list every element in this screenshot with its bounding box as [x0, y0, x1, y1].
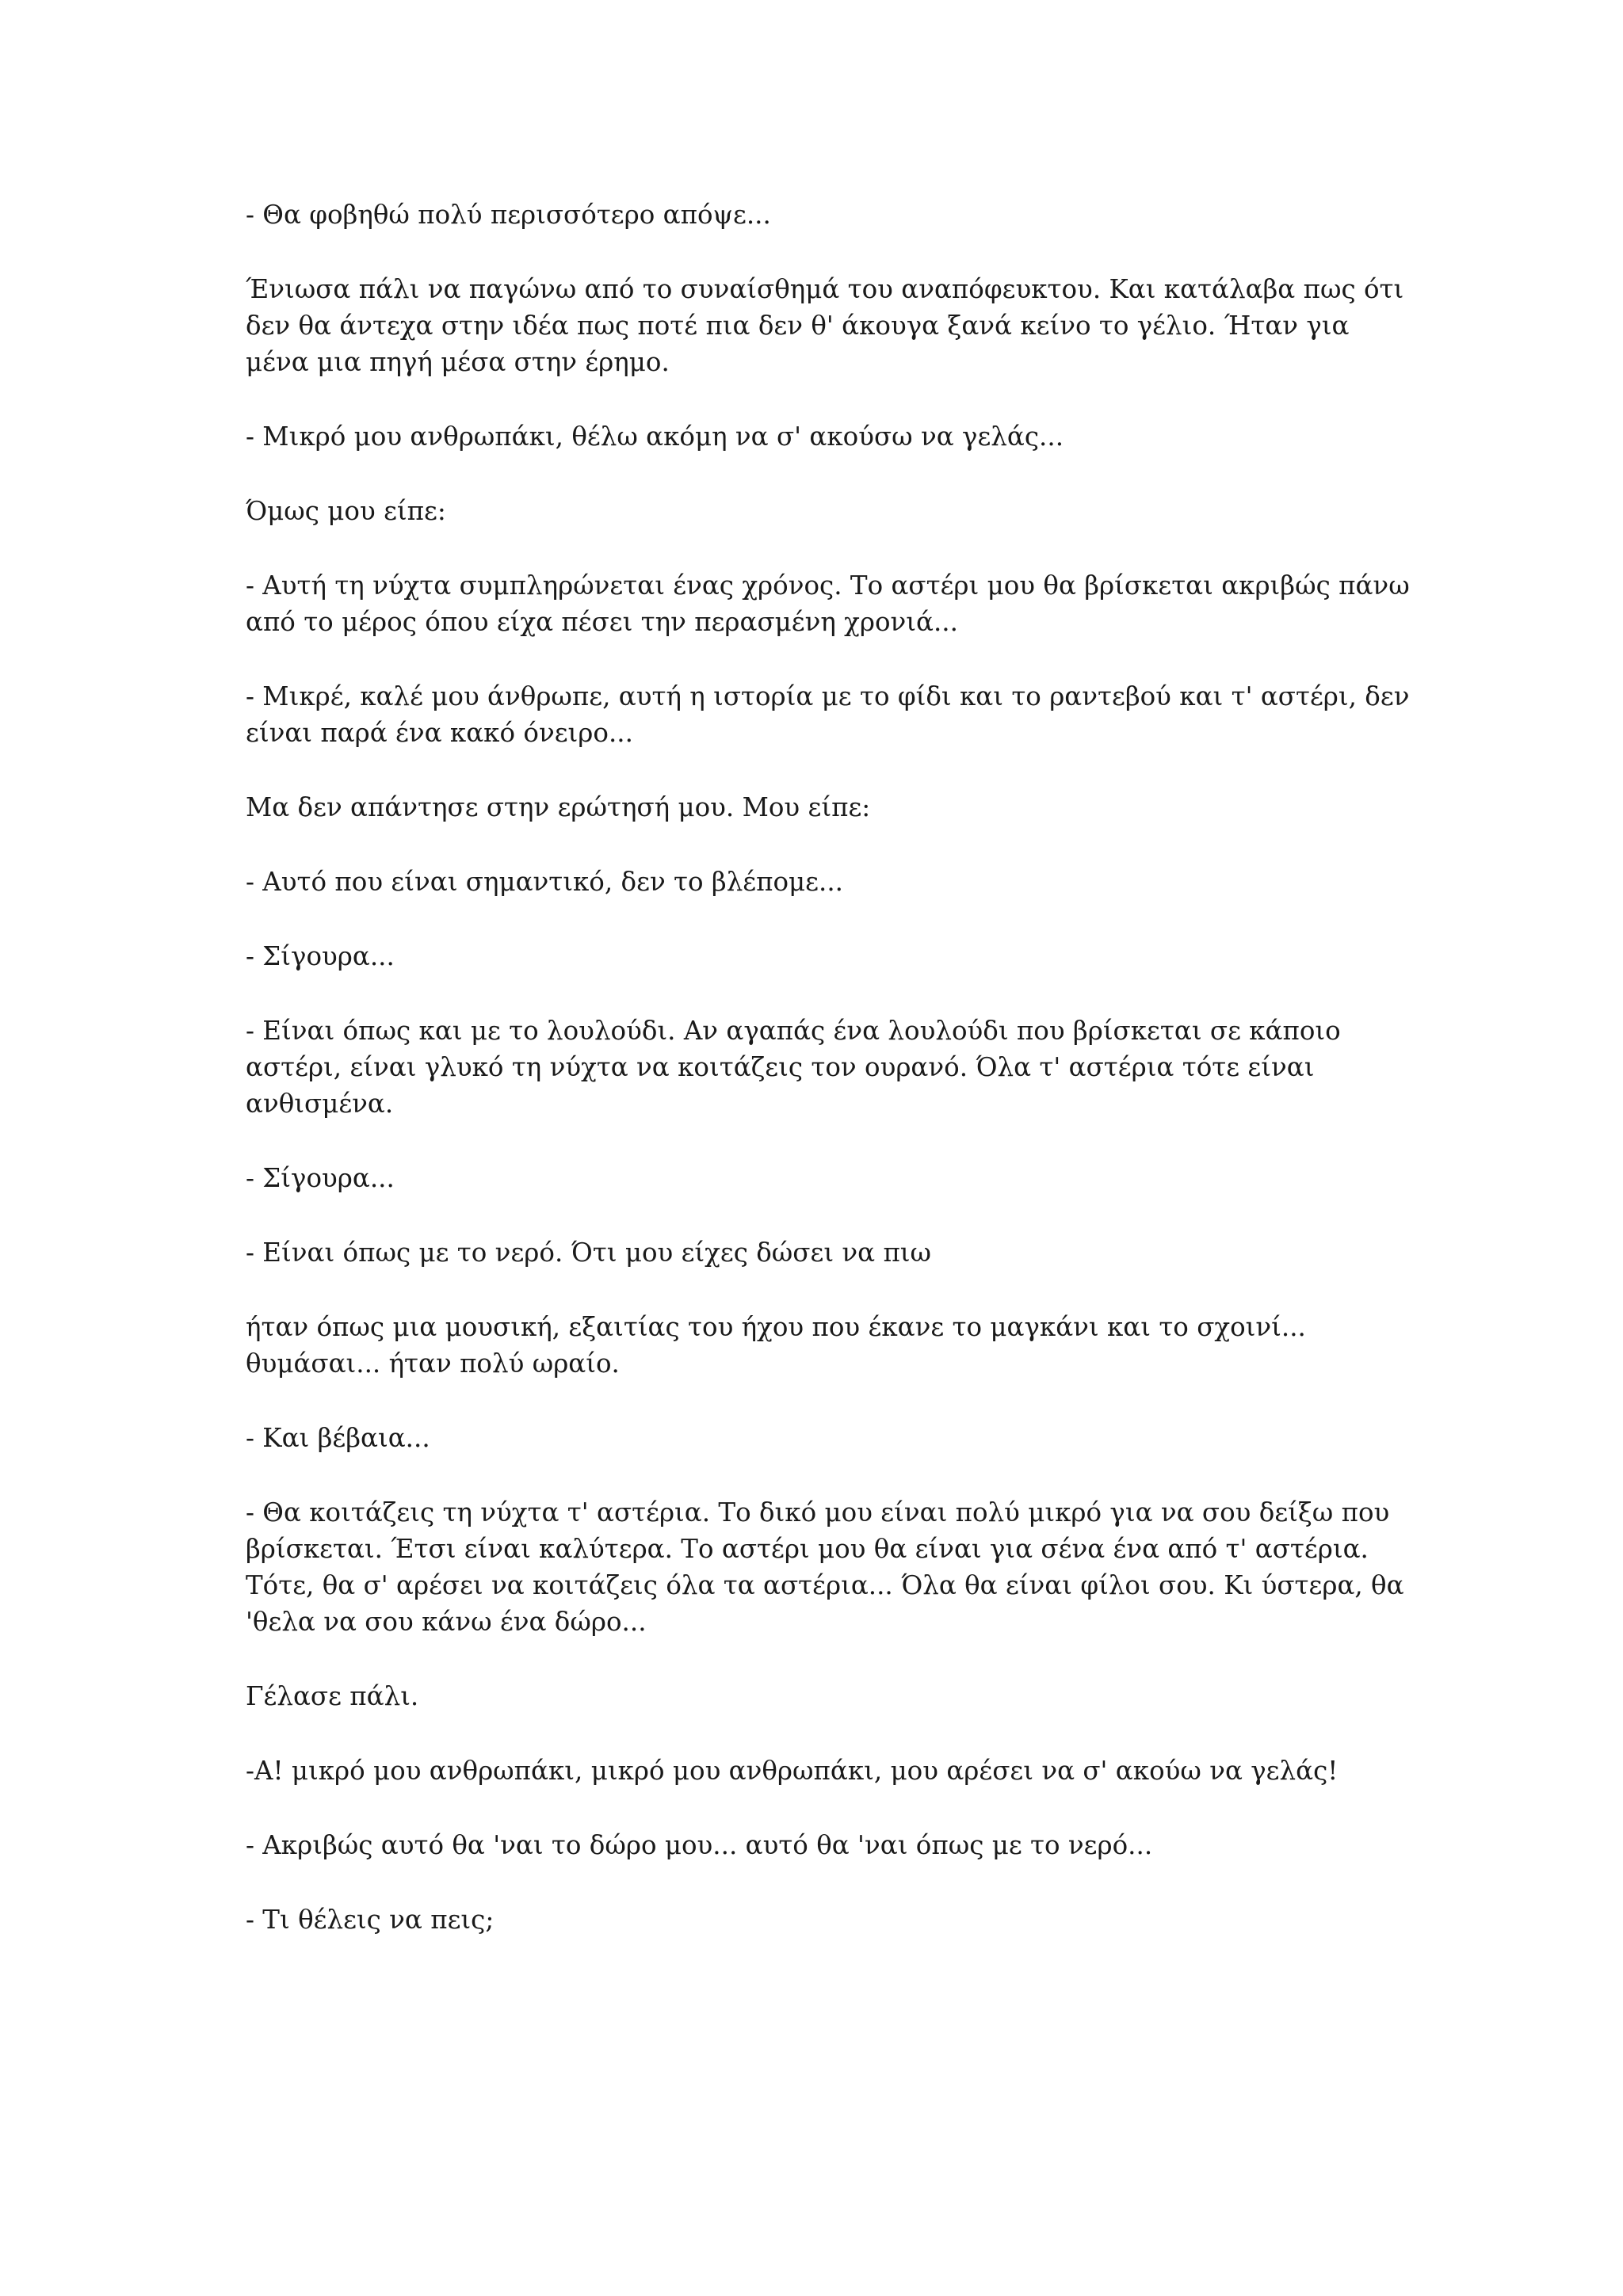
- paragraph: - Σίγουρα...: [246, 1163, 395, 1193]
- paragraph: - Τι θέλεις να πεις;: [246, 1905, 495, 1935]
- paragraph: - Αυτό που είναι σημαντικό, δεν το βλέπομε...: [246, 867, 844, 897]
- paragraph: ήταν όπως μια μουσική, εξαιτίας του ήχου που έκανε το μαγκάνι και το σχοινί... θυμάσαι... ήταν πολύ ωραίο.: [246, 1312, 1306, 1379]
- paragraph: -Α! μικρό μου ανθρωπάκι, μικρό μου ανθρωπάκι, μου αρέσει να σ' ακούω να γελάς!: [246, 1756, 1338, 1786]
- paragraph: - Θα κοιτάζεις τη νύχτα τ' αστέρια. Το δικό μου είναι πολύ μικρό για να σου δείξω που βρίσκεται. Έτσι είναι καλύτερα. Το αστέρι μου θα είναι για σένα ένα από τ' αστέρια. Τότε, θα σ' αρέσει να κοιτάζεις όλα τα αστέρια... Όλα θα είναι φίλοι σου. Κι ύστερα, θα 'θελα να σου κάνω ένα δώρο...: [246, 1497, 1404, 1637]
- paragraph: - Σίγουρα...: [246, 941, 395, 971]
- paragraph: - Θα φοβηθώ πολύ περισσότερο απόψε...: [246, 200, 771, 230]
- paragraph: Ένιωσα πάλι να παγώνω από το συναίσθημά του αναπόφευκτου. Και κατάλαβα πως ότι δεν θα άντεχα στην ιδέα πως ποτέ πια δεν θ' άκουγα ξανά κείνο το γέλιο. Ήταν για μένα μια πηγή μέσα στην έρημο.: [246, 274, 1404, 377]
- paragraph: - Μικρό μου ανθρωπάκι, θέλω ακόμη να σ' ακούσω να γελάς...: [246, 421, 1064, 452]
- paragraph: - Ακριβώς αυτό θα 'ναι το δώρο μου... αυτό θα 'ναι όπως με το νερό...: [246, 1830, 1153, 1860]
- paragraph: - Είναι όπως με το νερό. Ότι μου είχες δώσει να πιω: [246, 1238, 932, 1268]
- paragraph: - Αυτή τη νύχτα συμπληρώνεται ένας χρόνος. Το αστέρι μου θα βρίσκεται ακριβώς πάνω από το μέρος όπου είχα πέσει την περασμένη χρονιά...: [246, 570, 1410, 637]
- paragraph: - Και βέβαια...: [246, 1423, 430, 1453]
- paragraph: - Είναι όπως και με το λουλούδι. Αν αγαπάς ένα λουλούδι που βρίσκεται σε κάποιο αστέρι, είναι γλυκό τη νύχτα να κοιτάζεις τον ουρανό. Όλα τ' αστέρια τότε είναι ανθισμένα.: [246, 1016, 1341, 1119]
- paragraph: Μα δεν απάντησε στην ερώτησή μου. Μου είπε:: [246, 792, 871, 822]
- paragraph: - Μικρέ, καλέ μου άνθρωπε, αυτή η ιστορία με το φίδι και το ραντεβού και τ' αστέρι, δεν είναι παρά ένα κακό όνειρο...: [246, 681, 1410, 748]
- page-text: [246, 196, 1419, 1976]
- paragraph: Γέλασε πάλι.: [246, 1681, 419, 1711]
- paragraph: Όμως μου είπε:: [246, 496, 446, 526]
